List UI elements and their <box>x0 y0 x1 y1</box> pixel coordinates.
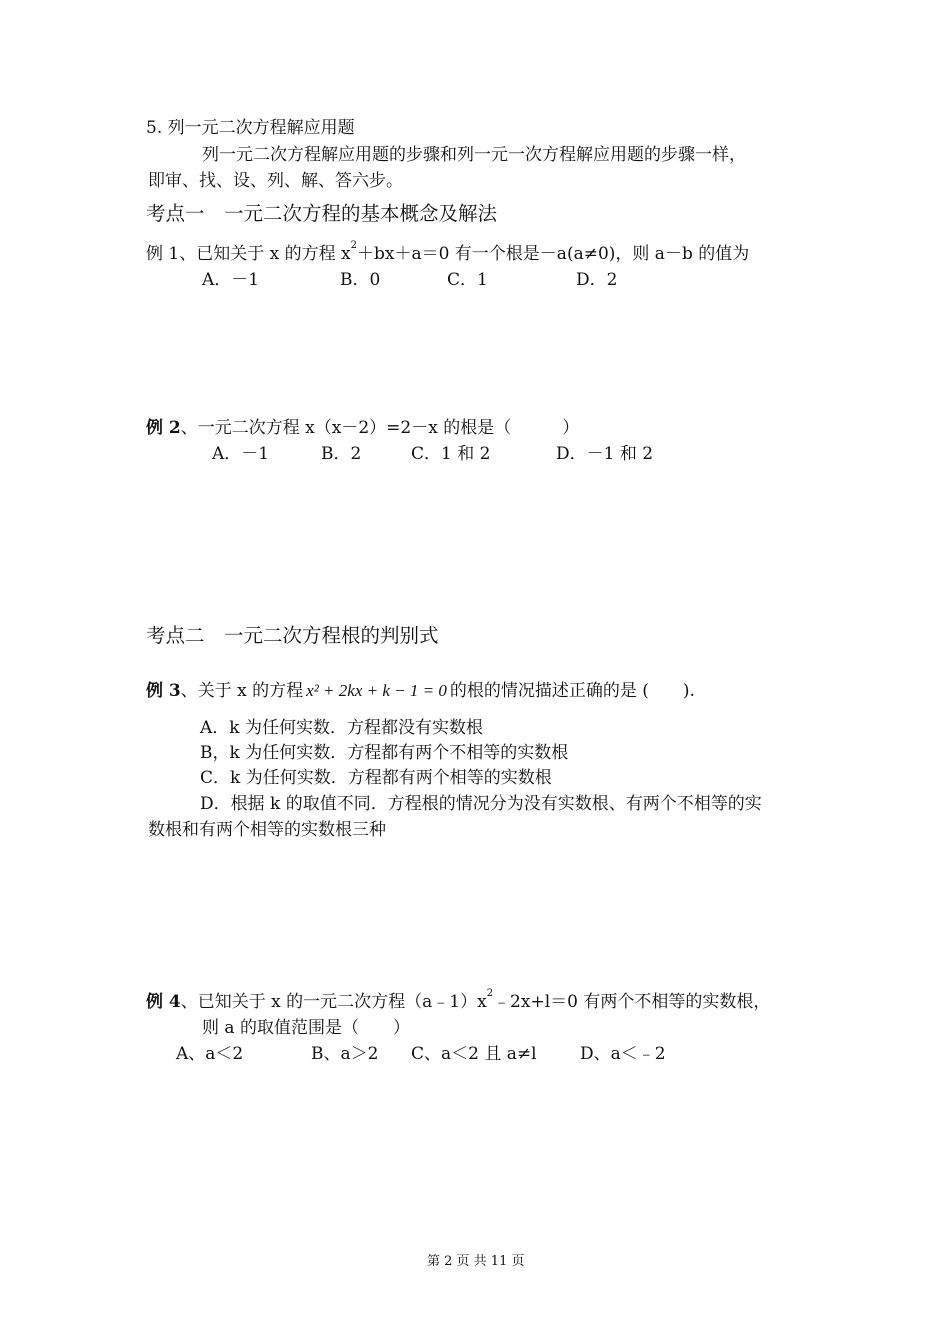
section5-title: 5. 列一元二次方程解应用题 <box>146 118 355 138</box>
example1-exponent: 2 <box>350 240 357 251</box>
example2-label: 例 2 <box>146 418 181 438</box>
example3-option-d-line2: 数根和有两个相等的实数根三种 <box>148 820 386 840</box>
section5-text-line1: 列一元二次方程解应用题的步骤和列一元一次方程解应用题的步骤一样， <box>202 145 746 165</box>
kaodian2-heading: 考点二 一元二次方程根的判别式 <box>146 624 439 647</box>
example3-question <box>146 676 695 701</box>
example4-option-b: B、a＞2 <box>311 1044 379 1064</box>
example4-label: 例 4 <box>146 992 181 1012</box>
example2-question <box>146 413 579 438</box>
example3-option-d: D．根据 k 的取值不同．方程根的情况分为没有实数根、有两个不相等的实 <box>200 794 762 814</box>
example4-exponent: 2 <box>486 988 494 999</box>
example4-option-a: A、a＜2 <box>176 1044 244 1064</box>
example3-equation: x² + 2kx + k − 1 = 0 <box>306 681 447 700</box>
example3-option-b: B，k 为任何实数．方程都有两个不相等的实数根 <box>200 743 569 763</box>
example4-option-c: C、a＜2 且 a≠l <box>411 1044 537 1064</box>
example4-question-line1 <box>146 987 770 1012</box>
example1-option-d: D．2 <box>576 270 618 290</box>
example3-label: 例 3 <box>146 681 181 701</box>
example1-option-b: B．0 <box>340 270 381 290</box>
example2-text: 、一元二次方程 x（x－2）=2－x 的根是（ ） <box>180 418 580 438</box>
page-number-footer: 第 2 页 共 11 页 <box>427 1254 525 1269</box>
example2-option-d: D．－1 和 2 <box>556 444 654 464</box>
example2-option-c: C．1 和 2 <box>411 444 491 464</box>
example3-text-before: 、关于 x 的方程 <box>180 681 304 701</box>
example4-question-line2: 则 a 的取值范围是（ ） <box>202 1018 410 1038</box>
example4-text-b: ﹣2x+l＝0 有两个不相等的实数根， <box>493 992 771 1012</box>
example1-option-a: A．－1 <box>202 270 260 290</box>
example1-question <box>146 239 749 264</box>
kaodian1-heading: 考点一 一元二次方程的基本概念及解法 <box>146 202 498 225</box>
example4-text-a: 、已知关于 x 的一元二次方程（a﹣1）x <box>180 992 487 1012</box>
example1-suffix: ＋bx＋a＝0 有一个根是－a(a≠0)，则 a－b 的值为 <box>356 244 750 264</box>
example2-option-a: A．－1 <box>212 444 270 464</box>
example2-option-b: B．2 <box>321 444 362 464</box>
example3-text-after: 的根的情况描述正确的是 ( ). <box>449 681 695 701</box>
example3-option-c: C．k 为任何实数．方程都有两个相等的实数根 <box>200 768 552 788</box>
example1-option-c: C．1 <box>447 270 488 290</box>
example3-option-a: A．k 为任何实数．方程都没有实数根 <box>200 718 483 738</box>
example4-option-d: D、a＜﹣2 <box>580 1044 666 1064</box>
example1-prefix: 例 1、已知关于 x 的方程 x <box>146 244 351 264</box>
section5-text-line2: 即审、找、设、列、解、答六步。 <box>148 171 403 191</box>
